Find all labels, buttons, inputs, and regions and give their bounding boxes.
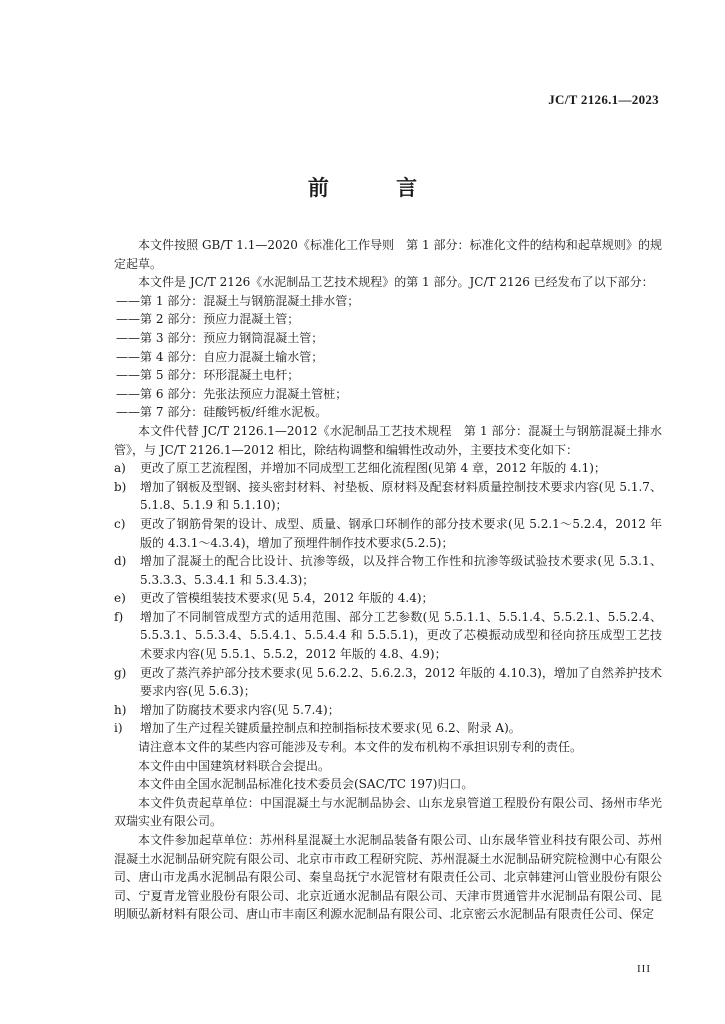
- list-text: 增加了不同制管成型方式的适用范围、部分工艺参数(见 5.5.1.1、5.5.1.4、5.5.2.1、5.5.2.4、5.5.3.1、5.5.3.4、5.5.4.1、5.5.4.4 和 5.5.5.1)，更改了芯模振动成型和径向挤压成型工艺技术要求内容(见 5.5.1、5.5.2，2012 年版的 4.8、4.9)；: [140, 609, 662, 662]
- list-item: ——第 2 部分：预应力混凝土管；: [116, 312, 300, 327]
- list-text: 更改了原工艺流程图，并增加不同成型工艺细化流程图(见第 4 章，2012 年版的 4.1)；: [140, 461, 606, 476]
- lead-drafters-paragraph: 本文件负责起草单位：中国混凝土与水泥制品协会、山东龙泉管道工程股份有限公司、扬州市华光双瑞实业有限公司。: [114, 795, 662, 829]
- participating-drafters-paragraph: 本文件参加起草单位：苏州科星混凝土水泥制品装备有限公司、山东晟华管业科技有限公司、苏州混凝土水泥制品研究院有限公司、北京市市政工程研究院、苏州混凝土水泥制品研究院检测中心有限公司、唐山市龙禹水泥制品有限公司、秦皇岛抚宁水泥管材有限责任公司、北京韩建河山管业股份有限公司、宁夏青龙管业股份有限公司、北京近通水泥制品有限公司、天津市贯通管井水泥制品有限公司、昆明顺弘新材料有限公司、唐山市丰南区利源水泥制品有限公司、北京密云水泥制品有限责任公司、保定: [114, 833, 662, 922]
- list-item: [114, 459, 662, 478]
- list-item: ——第 7 部分：硅酸钙板/纤维水泥板。: [116, 405, 328, 420]
- page-number: III: [637, 963, 651, 975]
- list-label: a): [114, 461, 126, 476]
- standard-code: JC/T 2126.1—2023: [548, 92, 659, 107]
- list-text: 更改了钢筋骨架的设计、成型、质量、钢承口环制作的部分技术要求(见 5.2.1～5.2.4，2012 年版的 4.3.1～4.3.4)，增加了预埋件制作技术要求(5.2.5)；: [140, 516, 662, 550]
- page-title: 前 言: [307, 175, 448, 200]
- list-item: [114, 589, 662, 608]
- list-item: ——第 4 部分：自应力混凝土输水管；: [116, 349, 324, 364]
- list-item: [114, 719, 662, 738]
- patent-notice: 请注意本文件的某些内容可能涉及专利。本文件的发布机构不承担识别专利的责任。: [138, 740, 583, 755]
- list-item: ——第 1 部分：混凝土与钢筋混凝土排水管；: [116, 293, 360, 308]
- list-item: ——第 3 部分：预应力钢筒混凝土管；: [116, 330, 324, 345]
- replace-paragraph: 本文件代替 JC/T 2126.1—2012《水泥制品工艺技术规程 第 1 部分：混凝土与钢筋混凝土排水管》，与 JC/T 2126.1—2012 相比，除结构调整和编辑性改动外，主要技术变化如下：: [114, 423, 662, 457]
- list-label: c): [114, 516, 126, 531]
- proposer-paragraph: 本文件由中国建筑材料联合会提出。: [138, 758, 331, 773]
- list-label: b): [114, 479, 127, 494]
- list-item: [114, 701, 662, 720]
- list-text: 增加了混凝土的配合比设计、抗渗等级，以及拌合物工作性和抗渗等级试验技术要求(见 5.3.1、5.3.3.3、5.3.4.1 和 5.3.4.3)；: [140, 554, 662, 587]
- list-item: ——第 6 部分：先张法预应力混凝土管桩；: [116, 386, 348, 401]
- list-item: [114, 478, 662, 515]
- list-label: e): [114, 591, 126, 606]
- list-text: 增加了钢板及型钢、接头密封材料、衬垫板、原材料及配套材料质量控制技术要求内容(见 5.1.7、5.1.8、5.1.9 和 5.1.10)；: [140, 479, 662, 513]
- list-item: ——第 5 部分：环形混凝土电杆；: [116, 368, 300, 383]
- list-item: [114, 552, 662, 589]
- intro-paragraph: 本文件按照 GB/T 1.1—2020《标准化工作导则 第 1 部分：标准化文件的结构和起草规则》的规定起草。: [114, 238, 662, 271]
- list-text: 更改了蒸汽养护部分技术要求(见 5.6.2.2、5.6.2.3，2012 年版的 4.10.3)，增加了自然养护技术要求内容(见 5.6.3)；: [140, 665, 662, 699]
- list-item: [114, 608, 662, 664]
- list-label: d): [114, 554, 127, 569]
- document-body: [114, 236, 662, 924]
- list-label: h): [114, 702, 127, 717]
- list-item: [114, 515, 662, 552]
- list-label: g): [114, 665, 127, 680]
- parts-list: [114, 292, 662, 422]
- committee-paragraph: 本文件由全国水泥制品标准化技术委员会(SAC/TC 197)归口。: [138, 777, 474, 792]
- list-text: 增加了生产过程关键质量控制点和控制指标技术要求(见 6.2、附录 A)。: [140, 721, 521, 736]
- list-label: f): [114, 609, 124, 624]
- list-text: 增加了防腐技术要求内容(见 5.7.4)；: [140, 702, 340, 717]
- intro-paragraph: 本文件是 JC/T 2126《水泥制品工艺技术规程》的第 1 部分。JC/T 2126 已经发布了以下部分：: [138, 275, 654, 290]
- list-text: 更改了管模组装技术要求(见 5.4，2012 年版的 4.4)；: [140, 591, 434, 606]
- list-item: [114, 664, 662, 701]
- changes-list: [114, 459, 662, 738]
- list-label: i): [114, 721, 123, 736]
